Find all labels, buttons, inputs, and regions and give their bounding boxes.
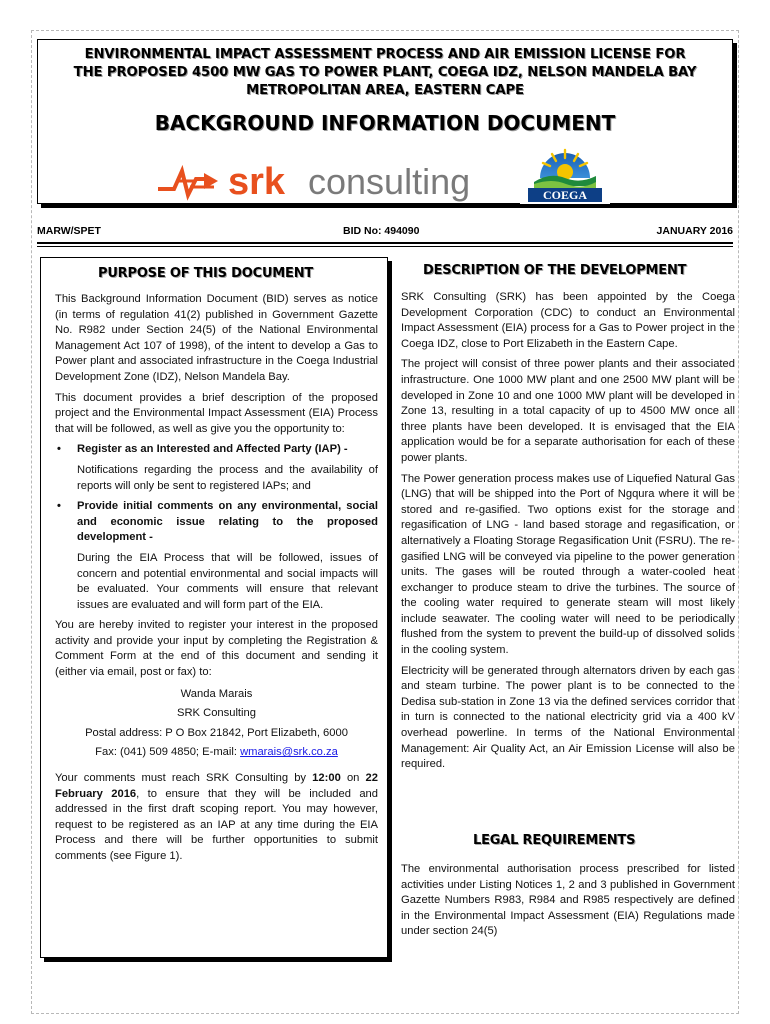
development-paragraph-2: The project will consist of three power plants and their associated infrastructure. One 1000 MW plant and one 2500 MW plant will be developed in Zone 10 and one 1000 MW plant will be developed in Zone 13, resulting in a total capacity of up to 4500 MW once all three plants have been developed. It is envisaged that the EIA application would be for a separate authorisation for each of these power plants.: [401, 358, 735, 464]
bullet-comments-label: Provide initial comments on any environmental, social and economic issue relating to the proposed development -: [77, 500, 378, 544]
reference-code: MARW/SPET: [37, 225, 101, 237]
purpose-content: [55, 292, 378, 870]
contact-fax: Fax: (041) 509 4850; E-mail:: [95, 746, 241, 759]
contact-postal-address: Postal address: P O Box 21842, Port Elizabeth, 6000: [85, 726, 348, 739]
bullet-register-body: Notifications regarding the process and the availability of reports will only be sent to registered IAPs; and: [77, 463, 378, 492]
deadline-pre: Your comments must reach SRK Consulting by: [55, 772, 313, 785]
divider-thin: [37, 246, 733, 247]
coega-logo-text: COEGA: [542, 188, 588, 202]
purpose-heading: PURPOSE OF THIS DOCUMENT: [98, 266, 314, 281]
bullet-provide-comments: [55, 499, 378, 546]
document-title: [38, 46, 732, 100]
bid-number: BID No: 494090: [343, 225, 420, 237]
purpose-paragraph-2: This document provides a brief description of the proposed project and the Environmental Impact Assessment (EIA) Process that will be followed, as well as give you the opportunity to:: [55, 391, 378, 435]
contact-details: [55, 687, 378, 761]
bullet-register-label: Register as an Interested and Affected Party (IAP) -: [77, 443, 348, 456]
contact-company: SRK Consulting: [177, 707, 256, 720]
srk-brand-text: srk: [228, 161, 286, 203]
deadline-on: on: [340, 772, 366, 785]
legal-heading: LEGAL REQUIREMENTS: [473, 833, 636, 848]
legal-content: [401, 862, 735, 945]
development-paragraph-1: SRK Consulting (SRK) has been appointed by the Coega Development Corporation (CDC) to conduct an Environmental Impact Assessment (EIA) process for a Gas to Power project in the Coega IDZ, close to Port Elizabeth in the Eastern Cape.: [401, 291, 735, 350]
purpose-paragraph-1: This Background Information Document (BID) serves as notice (in terms of regulation 41(2) published in Government Gazette No. R982 under Section 24(5) of the National Environmental Management Act 107 of 1998), of the intent to develop a Gas to Power plant and associated infrastructure in the Coega Industrial Development Zone (IDZ), Nelson Mandela Bay.: [55, 293, 378, 383]
document-type-heading: BACKGROUND INFORMATION DOCUMENT: [154, 111, 616, 135]
development-paragraph-4: Electricity will be generated through alternators driven by each gas and steam turbine. The power plant is to be connected to the Dedisa sub-station in Zone 13 via the defined services corridor that in turn is connected to the national electricity grid via a 400 kV overhead powerline. In terms of the National Environmental Management: Air Quality Act, an Air Emission License will also be required.: [401, 664, 735, 771]
deadline-date: 22 February 2016: [55, 772, 378, 800]
development-content: [401, 290, 735, 778]
srk-consulting-text: consulting: [308, 161, 471, 202]
bullet-dot: •: [57, 500, 61, 513]
document-date: JANUARY 2016: [656, 225, 733, 237]
deadline-post: , to ensure that they will be included and addressed in the first draft scoping report. You may however, request to be registered as an IAP at any time during the EIA Process and there will be further opportunities to submit comments (see Figure 1).: [55, 787, 379, 862]
purpose-paragraph-3: You are hereby invited to register your interest in the proposed activity and provide your input by completing the Registration & Comment Form at the end of this document and sending it (either via email, post or fax) to:: [55, 619, 378, 679]
development-paragraph-3: The Power generation process makes use of Liquefied Natural Gas (LNG) that will be shipped into the Port of Ngqura where it will be stored and re-gasified. Two options exist for the storage and regasification of LNG - land based storage and regasification, or alternatively a Floating Storage Regasification Unit (FSRU). The re-gasified LNG will be conveyed via pipeline to the power generation units. The gases will be routed through a water-cooled heat exchanger to produce steam to drive the turbines. The source of the cooling water required to generate steam will most likely include seawater. The cooling water will need to be periodically flushed from the system to prevent the build-up of dissolved solids in the cooling system.: [401, 472, 735, 657]
bullet-dot: •: [57, 443, 61, 456]
comment-deadline-paragraph: [55, 771, 378, 865]
srk-arrow-logo-icon: [158, 171, 218, 195]
srk-consulting-logo: [156, 157, 501, 205]
legal-paragraph-1: The environmental authorisation process prescribed for listed activities under Listing Notices 1, 2 and 3 published in Government Gazette Numbers R983, R984 and R985 respectively are defined in the Environmental Impact Assessment (EIA) Regulations made under section 24(5): [401, 863, 735, 938]
contact-name: Wanda Marais: [180, 687, 253, 700]
bullet-register-iap: [55, 442, 378, 458]
coega-logo: [520, 144, 610, 204]
title-line-3: METROPOLITAN AREA, EASTERN CAPE: [246, 83, 524, 98]
header-box: [37, 39, 733, 204]
title-line-1: ENVIRONMENTAL IMPACT ASSESSMENT PROCESS AND AIR EMISSION LICENSE FOR: [84, 47, 686, 62]
bullet-comments-body: During the EIA Process that will be followed, issues of concern and potential environmental and social impacts will be evaluated. Your comments will ensure that relevant issues are evaluated and will form part of the EIA.: [77, 551, 378, 611]
divider-thick: [37, 242, 733, 244]
development-heading: DESCRIPTION OF THE DEVELOPMENT: [423, 263, 687, 278]
contact-fax-email: [55, 745, 378, 761]
title-line-2: THE PROPOSED 4500 MW GAS TO POWER PLANT, COEGA IDZ, NELSON MANDELA BAY: [73, 65, 697, 80]
deadline-time: 12:00: [312, 772, 341, 785]
contact-email-link[interactable]: wmarais@srk.co.za: [240, 746, 338, 759]
